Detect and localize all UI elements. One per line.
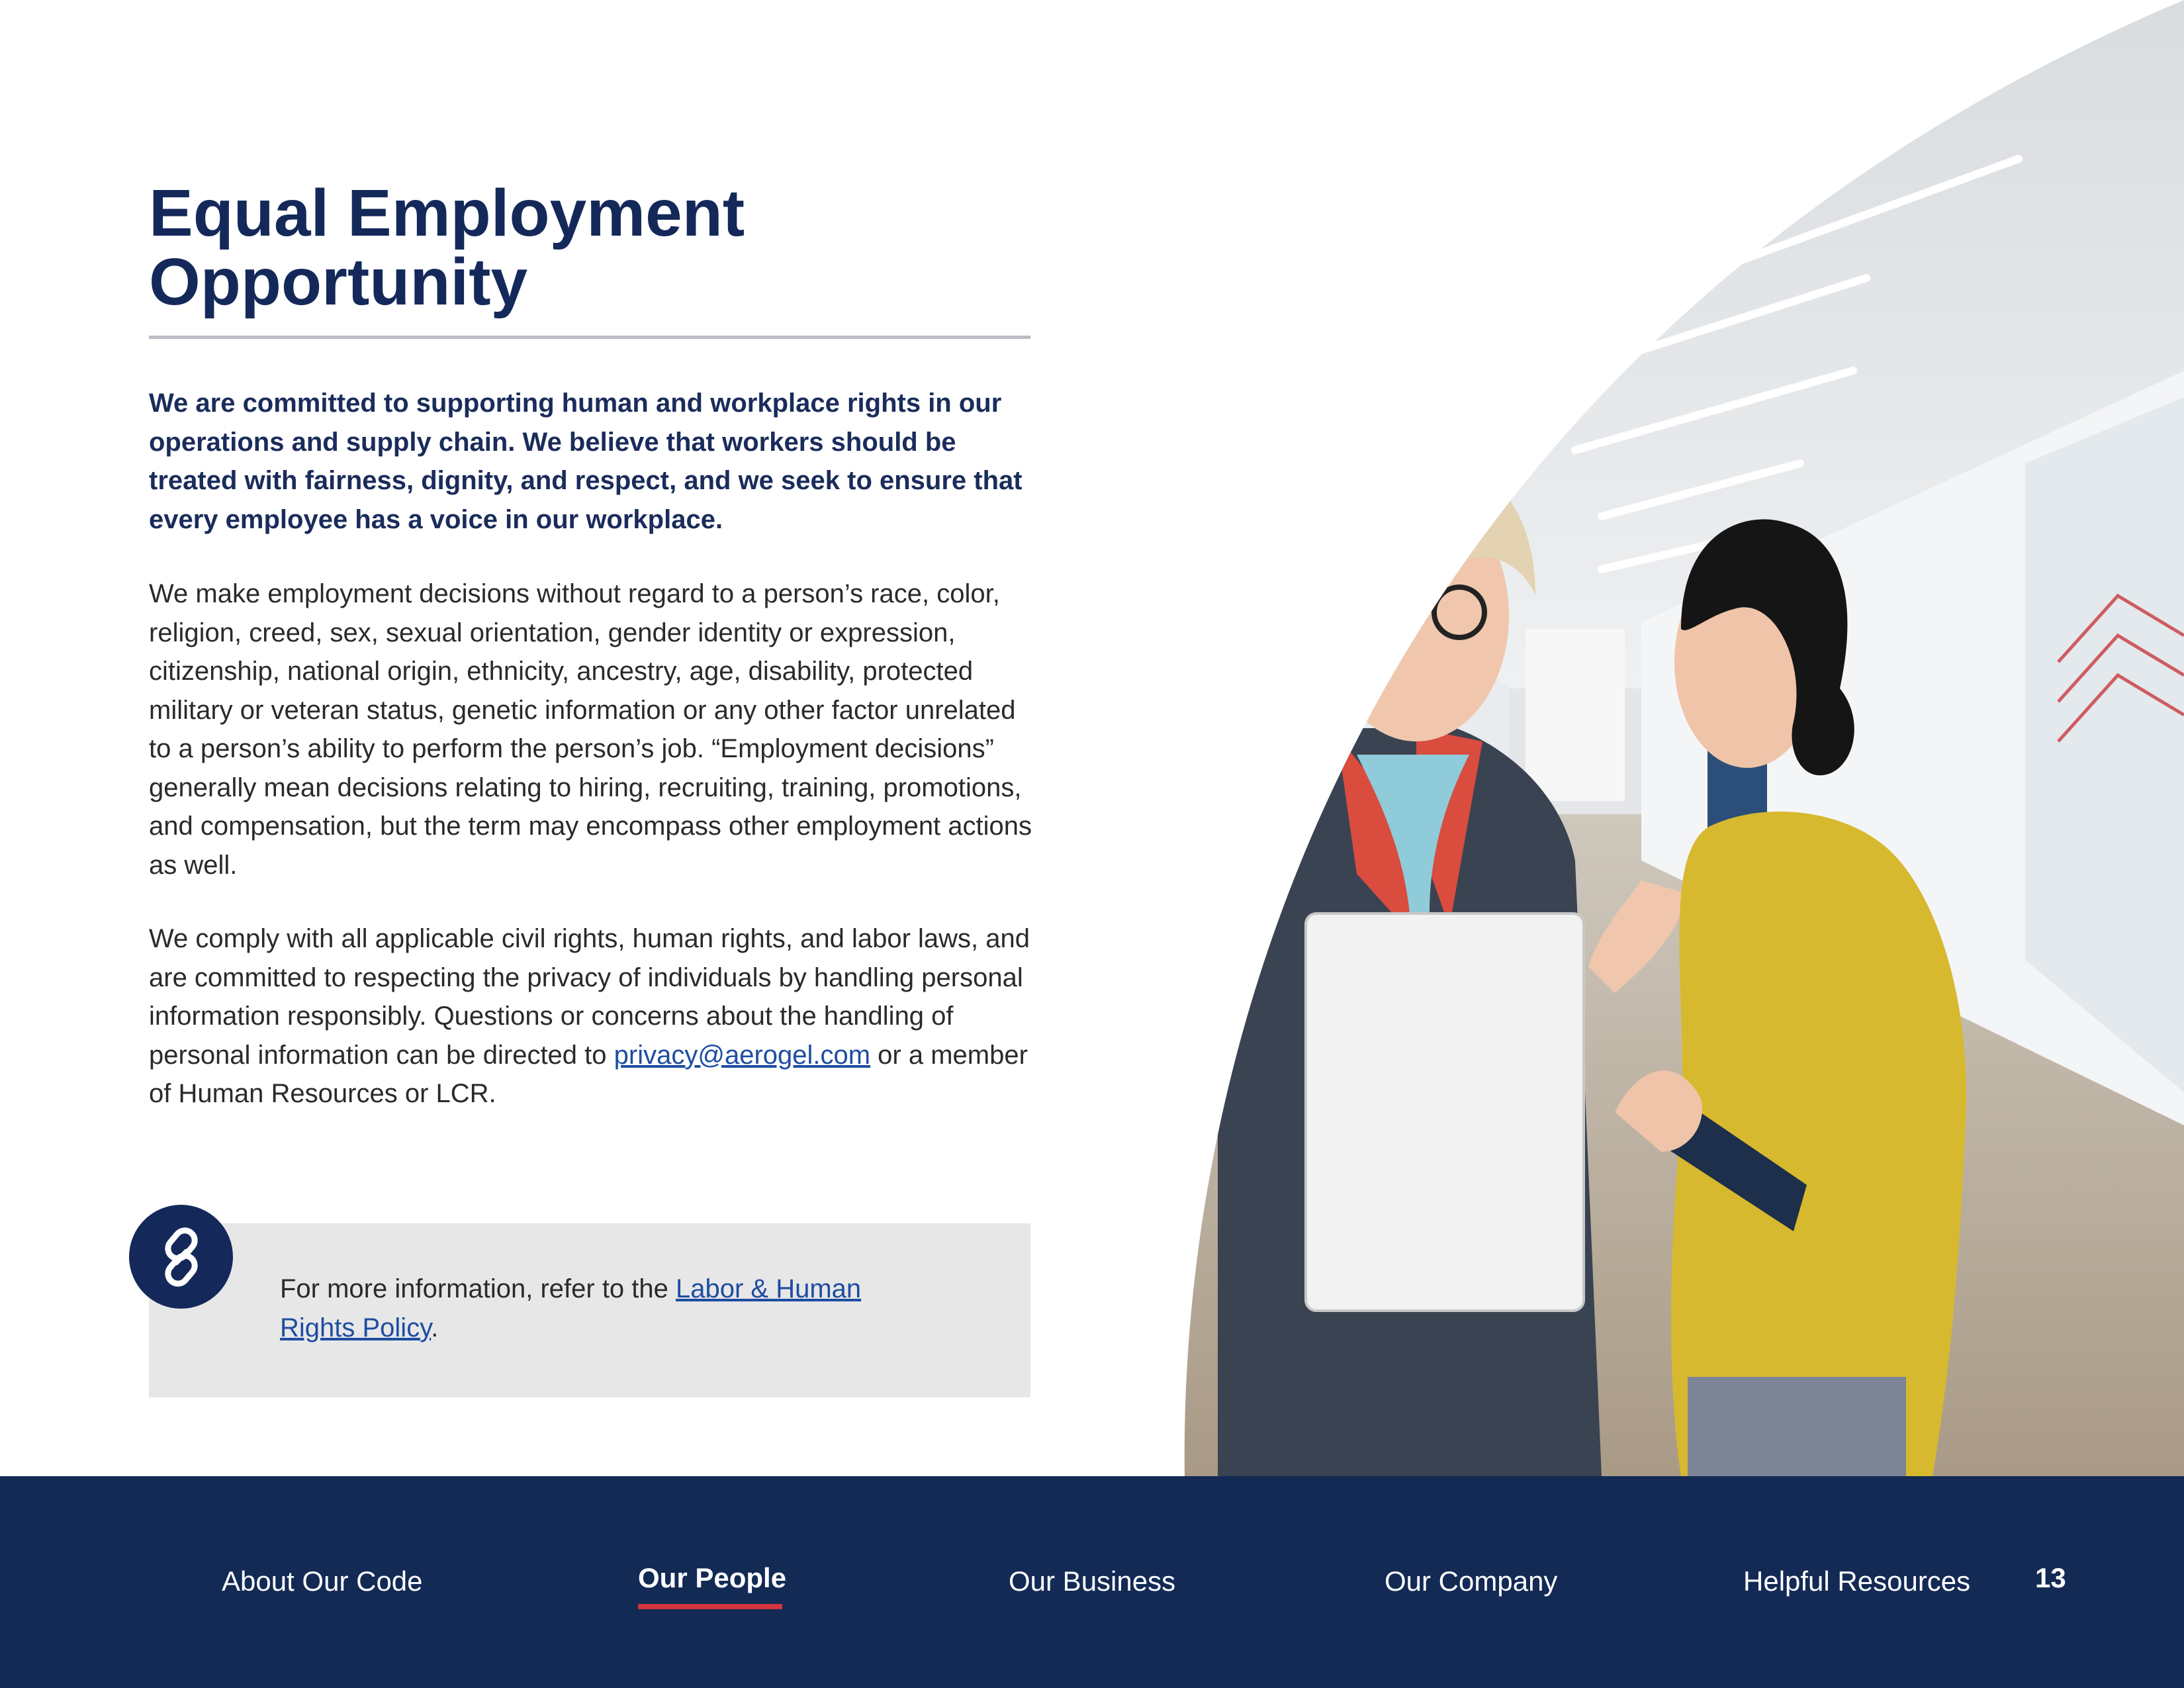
nav-our-company[interactable]: Our Company bbox=[1385, 1566, 1558, 1597]
nav-our-people[interactable]: Our People bbox=[638, 1562, 787, 1593]
title-line-2: Opportunity bbox=[149, 245, 528, 319]
labor-human-rights-policy-link[interactable]: Labor & Human Rights Policy bbox=[280, 1274, 862, 1342]
nav-helpful-resources[interactable]: Helpful Resources bbox=[1743, 1566, 1971, 1597]
footer-nav-bar bbox=[0, 1476, 2184, 1688]
title-line-1: Equal Employment bbox=[149, 176, 745, 250]
nav-our-business[interactable]: Our Business bbox=[1009, 1566, 1176, 1597]
page-number: 13 bbox=[2035, 1562, 2066, 1593]
info-text-after: . bbox=[431, 1313, 439, 1342]
info-text-before: For more information, refer to the bbox=[280, 1274, 676, 1303]
paragraph-2-text: We comply with all applicable civil rights, human rights, and labor laws, and are committed to respecting the privacy of individuals by handling personal information responsibly. Questions or concerns about the handling of personal information can be directed to bbox=[149, 924, 1030, 1070]
nav-about-our-code[interactable]: About Our Code bbox=[222, 1566, 423, 1597]
page-title bbox=[149, 176, 1009, 319]
office-photo bbox=[1138, 0, 2184, 1476]
info-callout-text bbox=[280, 1270, 942, 1347]
chain-link-glyph bbox=[150, 1225, 213, 1289]
body-paragraph-1: We make employment decisions without regard to a person’s race, color, religion, creed, sex, sexual orientation, gender identity or expression, citizenship, national origin, ethnicity, ancestry, age, disability, protected military or veteran status, genetic information or any other factor unrelated to a person’s ability to perform the person’s job. “Employment decisions” generally mean decisions relating to hiring, recruiting, training, promotions, and compensation, but the term may encompass other employment actions as well. bbox=[149, 579, 1032, 880]
link-icon bbox=[129, 1205, 233, 1309]
title-divider bbox=[149, 336, 1030, 339]
body-paragraph-2 bbox=[149, 919, 1036, 1113]
privacy-email-link[interactable]: privacy@aerogel.com bbox=[614, 1040, 871, 1070]
intro-paragraph: We are committed to supporting human and workplace rights in our operations and supply chain. We believe that workers should be treated with fairness, dignity, and respect, and we seek to ensure that every employee has a voice in our workplace. bbox=[149, 389, 1023, 534]
paragraph-2-text-after: or a member of Human Resources or LCR. bbox=[149, 1040, 1028, 1108]
info-callout-box bbox=[149, 1223, 1030, 1397]
active-nav-indicator bbox=[638, 1604, 782, 1609]
